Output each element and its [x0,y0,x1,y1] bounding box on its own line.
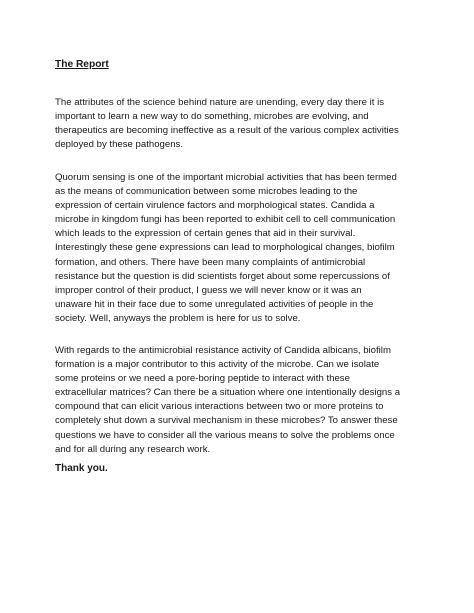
text-line: as the means of communication between some microbes leading to the [55,186,358,198]
paragraph-intro [55,96,425,152]
text-line: expression of certain virulence factors and morphological states. Candida a [55,200,375,212]
text-line: improper control of their product, I guess we will never know or it was an [55,284,362,296]
text-line: some proteins or we need a pore-boring peptide to interact with these [55,373,350,385]
text-line: deployed by these pathogens. [55,139,184,151]
text-line: compound that can elicit various interactions between two or more proteins to [55,401,384,413]
document-title: The Report [55,59,109,70]
text-line: Quorum sensing is one of the important microbial activities that has been termed [55,172,397,183]
paragraph-quorum-sensing [55,171,425,326]
text-line: resistance but the question is did scientists forget about some repercussions of [55,270,390,282]
text-line: and for all during any research work. [55,443,211,455]
text-line: questions we have to consider all the various means to solve the problems once [55,429,395,441]
text-line: The attributes of the science behind nature are unending, every day there it is [55,97,385,108]
text-line: which leads to the expression of certain genes that aid in their survival. [55,228,356,240]
text-line: society. Well, anyways the problem is here for us to solve. [55,312,301,324]
text-line: important to learn a new way to do something, microbes are evolving, and [55,111,369,123]
text-line: microbe in kingdom fungi has been reported to exhibit cell to cell communication [55,214,396,226]
text-line: formation, and others. There have been many complaints of antimicrobial [55,256,366,268]
closing-text: Thank you. [55,463,108,474]
text-line: Interestingly these gene expressions can lead to morphological changes, biofilm [55,242,395,254]
text-line: extracellular matrices? Can there be a situation where one intentionally designs a [55,387,401,399]
paragraph-antimicrobial-resistance [55,344,425,457]
text-line: therapeutics are becoming ineffective as a result of the various complex activities [55,125,399,137]
text-line: unaware hit in their face due to some unregulated activities of people in the [55,298,374,310]
text-line: formation is a major contributor to this activity of the microbe. Can we isolate [55,359,380,371]
text-line: completely shut down a survival mechanism in these microbes? To answer these [55,415,398,427]
text-line: With regards to the antimicrobial resistance activity of Candida albicans, biofilm [55,345,391,356]
